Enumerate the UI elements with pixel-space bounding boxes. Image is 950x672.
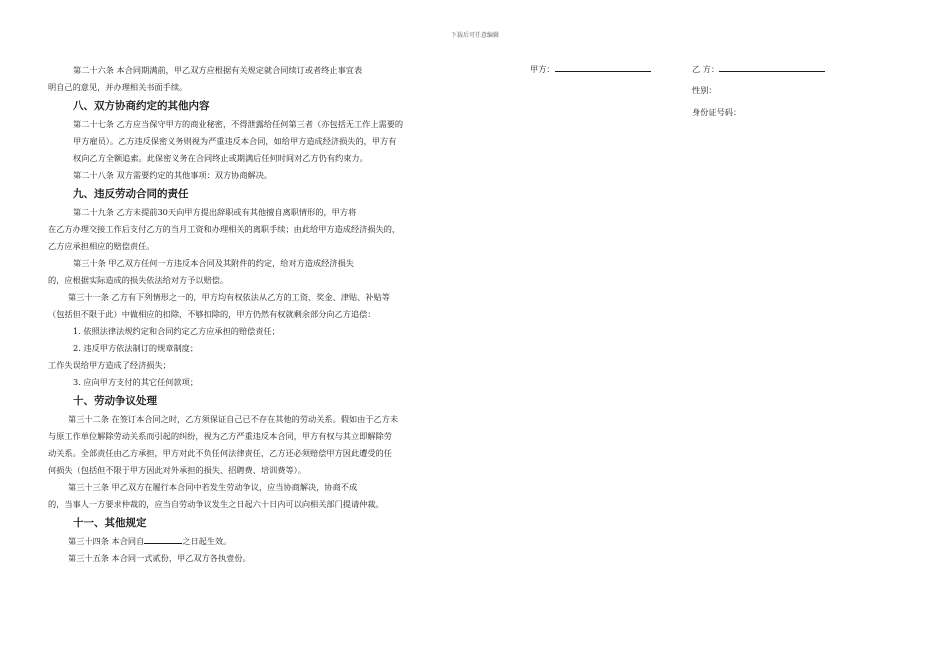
article-29-line3: 乙方应承担相应的赔偿责任。	[48, 241, 155, 251]
article-29-line2: 在乙方办理交接工作后支付乙方的当月工资和办理相关的离职手续；由此给甲方造成经济损失的，	[48, 224, 401, 234]
article-28: 第二十八条 双方需要约定的其他事项：双方协商解决。	[73, 170, 273, 180]
party-b-signature-line	[719, 61, 825, 72]
list-item-3: 3. 应向甲方支付的其它任何款项；	[73, 377, 199, 387]
article-27-line3: 权向乙方全额追索。此保密义务在合同终止或期满后任何时间对乙方仍有约束力。	[73, 153, 368, 163]
id-number-label: 身份证号码：	[692, 107, 742, 117]
article-30-line1: 第三十条 甲乙双方任何一方违反本合同及其附件的约定，给对方造成经济损失	[73, 258, 354, 268]
party-a-signature-line	[555, 61, 651, 72]
article-27-line2: 甲方雇员）。乙方违反保密义务则视为严重违反本合同，如给甲方造成经济损失的，甲方有	[73, 136, 397, 146]
page-header-note: 下载后可任意编辑	[450, 32, 499, 39]
contract-body-left	[48, 62, 478, 567]
effective-date-blank	[144, 534, 182, 544]
list-item-1: 1. 依照法律法规约定和合同约定乙方应承担的赔偿责任；	[73, 326, 280, 336]
article-33-line1: 第三十三条 甲乙双方在履行本合同中若发生劳动争议，应当协商解决，协商不成	[68, 482, 358, 492]
article-34	[48, 533, 478, 550]
article-34-prefix: 第三十四条 本合同自	[68, 536, 145, 546]
article-30-line2: 的，应根据实际造成的损失依法给对方予以赔偿。	[48, 275, 229, 285]
list-item-2-continued: 工作失误给甲方造成了经济损失；	[48, 360, 171, 370]
article-27-line1: 第二十七条 乙方应当保守甲方的商业秘密，不得泄露给任何第三者（亦包括无工作上需要的	[73, 119, 404, 129]
article-26-line2: 明自己的意见，并办理相关书面手续。	[48, 82, 188, 92]
section-heading-11: 十一、其他规定	[73, 517, 147, 529]
gender-label: 性别：	[692, 85, 717, 95]
party-b-signature	[692, 61, 825, 77]
article-33-line2: 的，当事人一方要求仲裁的，应当自劳动争议发生之日起六十日内可以向相关部门提请仲裁。	[48, 499, 384, 509]
article-32-line4: 何损失（包括但不限于甲方因此对外承担的损失、招聘费、培训费等）。	[48, 465, 306, 475]
section-heading-9: 九、违反劳动合同的责任	[73, 188, 189, 200]
section-heading-8: 八、双方协商约定的其他内容	[73, 100, 210, 112]
party-b-label: 乙 方：	[692, 64, 720, 74]
section-heading-10: 十、劳动争议处理	[73, 395, 157, 407]
article-35: 第三十五条 本合同一式贰份，甲乙双方各执壹份。	[68, 553, 251, 563]
article-32-line2: 与原工作单位解除劳动关系而引起的纠纷，视为乙方严重违反本合同，甲方有权与其立即解除劳	[48, 431, 392, 441]
article-29-line1: 第二十九条 乙方未提前30天向甲方提出辞职或有其他擅自离职情形的，甲方将	[73, 207, 357, 217]
article-31-line2: （包括但不限于此）中做相应的扣除，不够扣除的，甲方仍然有权就剩余部分向乙方追偿：	[48, 309, 376, 319]
article-31-line1: 第三十一条 乙方有下列情形之一的，甲方均有权依法从乙方的工资、奖金、津贴、补贴等	[68, 292, 390, 302]
article-32-line1: 第三十二条 在签订本合同之时，乙方须保证自己已不存在其他的劳动关系。假如由于乙方未	[68, 414, 399, 424]
article-26-line1: 第二十六条 本合同期满前，甲乙双方应根据有关规定就合同续订或者终止事宜表	[73, 65, 363, 75]
article-34-suffix: 之日起生效。	[182, 536, 232, 546]
article-32-line3: 动关系。全部责任由乙方承担，甲方对此不负任何法律责任，乙方还必须赔偿甲方因此遭受的任	[48, 448, 392, 458]
list-item-2: 2. 违反甲方依法制订的规章制度；	[73, 343, 199, 353]
party-a-label: 甲方：	[530, 64, 555, 74]
party-a-signature	[530, 61, 651, 77]
